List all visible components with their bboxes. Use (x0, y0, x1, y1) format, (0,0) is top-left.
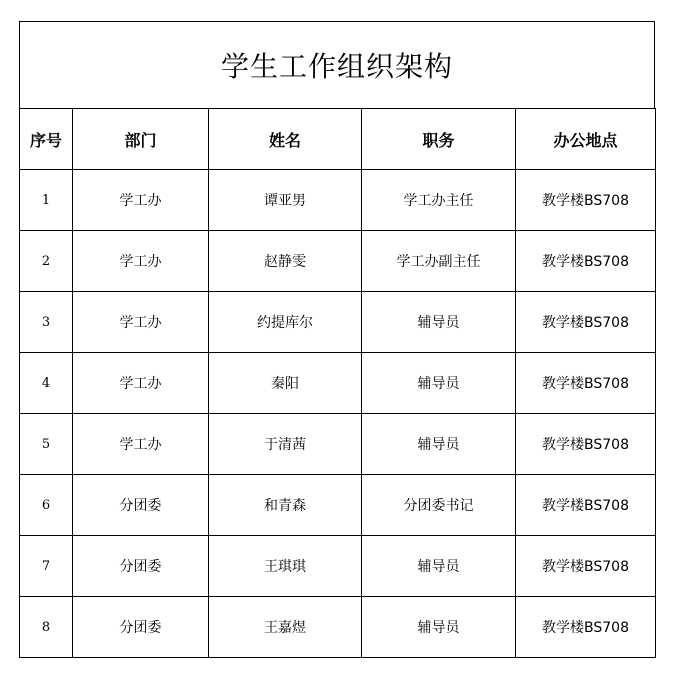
staff-table (19, 108, 656, 658)
position-cell: 辅导员 (362, 414, 516, 475)
office-cell: 教学楼BS708 (516, 475, 656, 536)
header-office: 办公地点 (516, 109, 656, 170)
office-cell: 教学楼BS708 (516, 170, 656, 231)
table-row (20, 292, 656, 353)
position-cell: 辅导员 (362, 597, 516, 658)
table-row (20, 231, 656, 292)
department-cell: 分团委 (73, 475, 209, 536)
department-cell: 分团委 (73, 597, 209, 658)
position-cell: 辅导员 (362, 536, 516, 597)
org-chart-sheet (19, 21, 655, 658)
position-cell: 辅导员 (362, 353, 516, 414)
page-title: 学生工作组织架构 (220, 50, 453, 83)
department-cell: 学工办 (73, 170, 209, 231)
table-row (20, 170, 656, 231)
row-number: 1 (20, 170, 73, 231)
row-number: 7 (20, 536, 73, 597)
row-number: 8 (20, 597, 73, 658)
table-row (20, 475, 656, 536)
table-row (20, 353, 656, 414)
name-cell: 王琪琪 (209, 536, 362, 597)
department-cell: 学工办 (73, 231, 209, 292)
office-cell: 教学楼BS708 (516, 353, 656, 414)
name-cell: 于清茜 (209, 414, 362, 475)
table-row (20, 414, 656, 475)
department-cell: 学工办 (73, 292, 209, 353)
header-name: 姓名 (209, 109, 362, 170)
name-cell: 赵静雯 (209, 231, 362, 292)
table-row (20, 597, 656, 658)
row-number: 3 (20, 292, 73, 353)
row-number: 5 (20, 414, 73, 475)
department-cell: 学工办 (73, 414, 209, 475)
position-cell: 辅导员 (362, 292, 516, 353)
office-cell: 教学楼BS708 (516, 536, 656, 597)
office-cell: 教学楼BS708 (516, 414, 656, 475)
office-cell: 教学楼BS708 (516, 597, 656, 658)
position-cell: 分团委书记 (362, 475, 516, 536)
position-cell: 学工办副主任 (362, 231, 516, 292)
table-body (20, 170, 656, 658)
name-cell: 谭亚男 (209, 170, 362, 231)
name-cell: 和青森 (209, 475, 362, 536)
department-cell: 学工办 (73, 353, 209, 414)
office-cell: 教学楼BS708 (516, 231, 656, 292)
name-cell: 秦阳 (209, 353, 362, 414)
header-no: 序号 (20, 109, 73, 170)
name-cell: 约提库尔 (209, 292, 362, 353)
table-row (20, 536, 656, 597)
title-cell (19, 21, 655, 108)
row-number: 4 (20, 353, 73, 414)
header-position: 职务 (362, 109, 516, 170)
office-cell: 教学楼BS708 (516, 292, 656, 353)
header-department: 部门 (73, 109, 209, 170)
row-number: 2 (20, 231, 73, 292)
row-number: 6 (20, 475, 73, 536)
header-row (20, 109, 656, 170)
position-cell: 学工办主任 (362, 170, 516, 231)
department-cell: 分团委 (73, 536, 209, 597)
name-cell: 王嘉煜 (209, 597, 362, 658)
